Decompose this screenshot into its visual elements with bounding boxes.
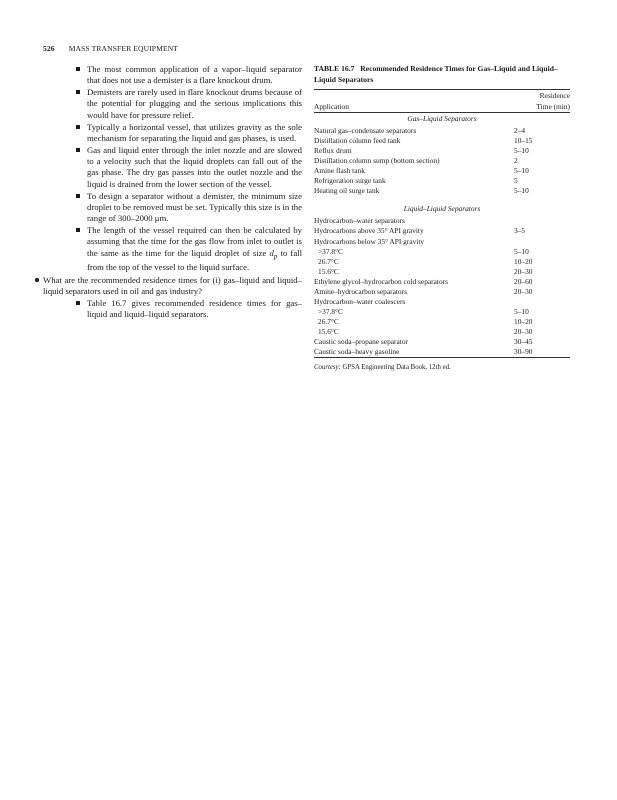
- bullet-item: [34, 191, 302, 224]
- col2-header-line1: Residence: [539, 91, 570, 100]
- table-row: [314, 257, 570, 267]
- spacer-row: [314, 196, 570, 203]
- bullet-text: Typically a horizontal vessel, that utilizes gravity as the sole mechanism for separating the liquid and gas phases, is used.: [87, 121, 302, 143]
- table-block: [314, 64, 570, 373]
- application-cell: 26.7°C: [318, 256, 339, 266]
- time-cell: 30–45: [514, 336, 533, 346]
- courtesy-label: Courtesy:: [314, 364, 341, 372]
- table-row: [314, 287, 570, 297]
- table-row: [314, 277, 570, 287]
- table-row: [314, 156, 570, 166]
- application-cell: 15.6°C: [318, 326, 339, 336]
- running-header: [43, 44, 178, 53]
- bullet-text: The most common application of a vapor–liquid separator that does not use a demister is a flare knockout drum.: [87, 64, 302, 86]
- section-heading: Liquid–Liquid Separators: [403, 204, 481, 214]
- application-cell: Reflux drum: [314, 146, 352, 156]
- application-cell: Distillation column feed tank: [314, 136, 401, 146]
- table-row: [314, 166, 570, 176]
- table-label: TABLE 16.7: [314, 64, 355, 73]
- time-cell: 5–10: [514, 166, 529, 176]
- time-cell: [514, 297, 570, 307]
- time-cell: 20–30: [514, 286, 533, 296]
- spacer-cell: [314, 196, 514, 203]
- application-cell: Hydrocarbon–water separators: [314, 216, 405, 226]
- table-row: [314, 267, 570, 277]
- time-cell: 5–10: [514, 186, 529, 196]
- courtesy-source: GPSA Engineering Data Book, 12th ed.: [340, 364, 451, 372]
- bullet-item: [34, 225, 302, 273]
- application-cell: >37.8°C: [318, 306, 343, 316]
- time-cell: 5–10: [514, 246, 529, 256]
- table-row: [314, 317, 570, 327]
- square-bullet-icon: [76, 148, 80, 152]
- table-row: [314, 146, 570, 156]
- residence-time-table-body: [314, 113, 570, 357]
- section-heading: Gas–Liquid Separators: [407, 114, 477, 123]
- application-cell: Amine–hydrocarbon separators: [314, 286, 407, 296]
- residence-time-table: [314, 90, 570, 112]
- table-row: [314, 327, 570, 337]
- answer-text: Table 16.7 gives recommended residence times for gas–liquid and liquid–liquid separators.: [87, 297, 302, 320]
- application-cell: 15.6°C: [318, 266, 339, 276]
- table-row: [314, 237, 570, 247]
- question-text: What are the recommended residence times for (i) gas–liquid and liquid–liquid separators used in oil and gas industry?: [43, 274, 302, 296]
- bullet-item: [34, 64, 302, 86]
- table-courtesy: [314, 363, 570, 373]
- application-cell: Caustic soda–heavy gasoline: [314, 347, 400, 357]
- col1-header: Application: [314, 102, 349, 111]
- square-bullet-icon: [76, 125, 80, 129]
- running-title: MASS TRANSFER EQUIPMENT: [68, 44, 179, 53]
- table-row: [314, 176, 570, 186]
- bullet-text: Gas and liquid enter through the inlet nozzle and are slowed to a velocity such that the liquid droplets can fall out of the gas phase. The dry gas passes into the outlet nozzle and the liquid is drained from the lower section of the vessel.: [87, 145, 302, 189]
- bullet-text: Demisters are rarely used in flare knockout drums because of the potential for plugging and the serious implications this would have for pressure relief.: [87, 87, 302, 120]
- application-cell: Hydrocarbon–water coalescers: [314, 296, 406, 306]
- application-cell: Refrigeration surge tank: [314, 176, 386, 186]
- table-row: [314, 126, 570, 136]
- square-bullet-icon: [76, 90, 80, 94]
- time-cell: 20–30: [514, 266, 533, 276]
- bullet-text: To design a separator without a demister, the minimum size droplet to be removed must be set. Typically this size is in the range of 300–2000 μm.: [87, 190, 302, 224]
- table-row: [314, 216, 570, 226]
- time-cell: 5–10: [514, 146, 529, 156]
- bottom-rule: [314, 357, 570, 358]
- table-row: [314, 136, 570, 146]
- time-cell: 2: [514, 156, 518, 166]
- application-cell: Caustic soda–propane separator: [314, 336, 408, 346]
- table-row: [314, 186, 570, 196]
- table-caption: [314, 64, 570, 85]
- application-cell: Amine flash tank: [314, 166, 365, 176]
- application-cell: 26.7°C: [318, 316, 339, 326]
- page-number: 526: [43, 44, 55, 53]
- section-row: [314, 203, 570, 216]
- table-row: [314, 307, 570, 317]
- time-cell: 5–10: [514, 306, 529, 316]
- time-cell: [514, 237, 570, 247]
- section-row: [314, 113, 570, 126]
- application-cell: >37.8°C: [318, 246, 343, 256]
- bullet-item: [34, 87, 302, 120]
- round-bullet-icon: [35, 278, 39, 282]
- droplet-size-variable: d: [269, 247, 274, 258]
- time-cell: 10–20: [514, 256, 533, 266]
- application-cell: Hydrocarbons above 35° API gravity: [314, 226, 424, 236]
- table-title: Recommended Residence Times for Gas–Liquid and Liquid–Liquid Separators: [314, 64, 558, 84]
- application-cell: Ethylene glycol–hydrocarbon cold separators: [314, 276, 449, 286]
- time-cell: 10–20: [514, 316, 533, 326]
- square-bullet-icon: [76, 228, 80, 232]
- application-cell: Heating oil surge tank: [314, 186, 380, 196]
- application-cell: Hydrocarbons below 35° API gravity: [314, 236, 425, 246]
- application-cell: Distillation column sump (bottom section): [314, 156, 440, 166]
- time-cell: 2–4: [514, 126, 526, 136]
- application-cell: Natural gas–condensate separators: [314, 126, 417, 136]
- table-row: [314, 297, 570, 307]
- col2-header-line2: Time (min): [536, 102, 570, 111]
- question-item: [34, 275, 302, 297]
- bullet-item: [34, 122, 302, 144]
- table-row: [314, 337, 570, 347]
- time-cell: 10–15: [514, 136, 533, 146]
- time-cell: 30–90: [514, 347, 533, 357]
- table-row: [314, 247, 570, 257]
- time-cell: 5: [514, 176, 518, 186]
- bullet-item: [34, 298, 302, 320]
- time-cell: 3–5: [514, 226, 526, 236]
- bullet-text-part: The length of the vessel required can then be calculated by assuming that the time for the gas flow from inlet to outlet is the same as the time for the liquid droplet of size: [87, 225, 302, 258]
- droplet-size-subscript: p: [273, 252, 278, 261]
- square-bullet-icon: [76, 194, 80, 198]
- bullet-item: [34, 145, 302, 190]
- left-column: [34, 64, 302, 321]
- time-cell: 20–30: [514, 326, 533, 336]
- table-row: [314, 226, 570, 236]
- time-cell: 20–60: [514, 276, 533, 286]
- bullet-text-part: to fall from the top of the vessel to the liquid surface.: [87, 247, 302, 273]
- square-bullet-icon: [76, 301, 80, 305]
- time-cell: [514, 216, 570, 226]
- square-bullet-icon: [76, 67, 80, 71]
- table-row: [314, 347, 570, 357]
